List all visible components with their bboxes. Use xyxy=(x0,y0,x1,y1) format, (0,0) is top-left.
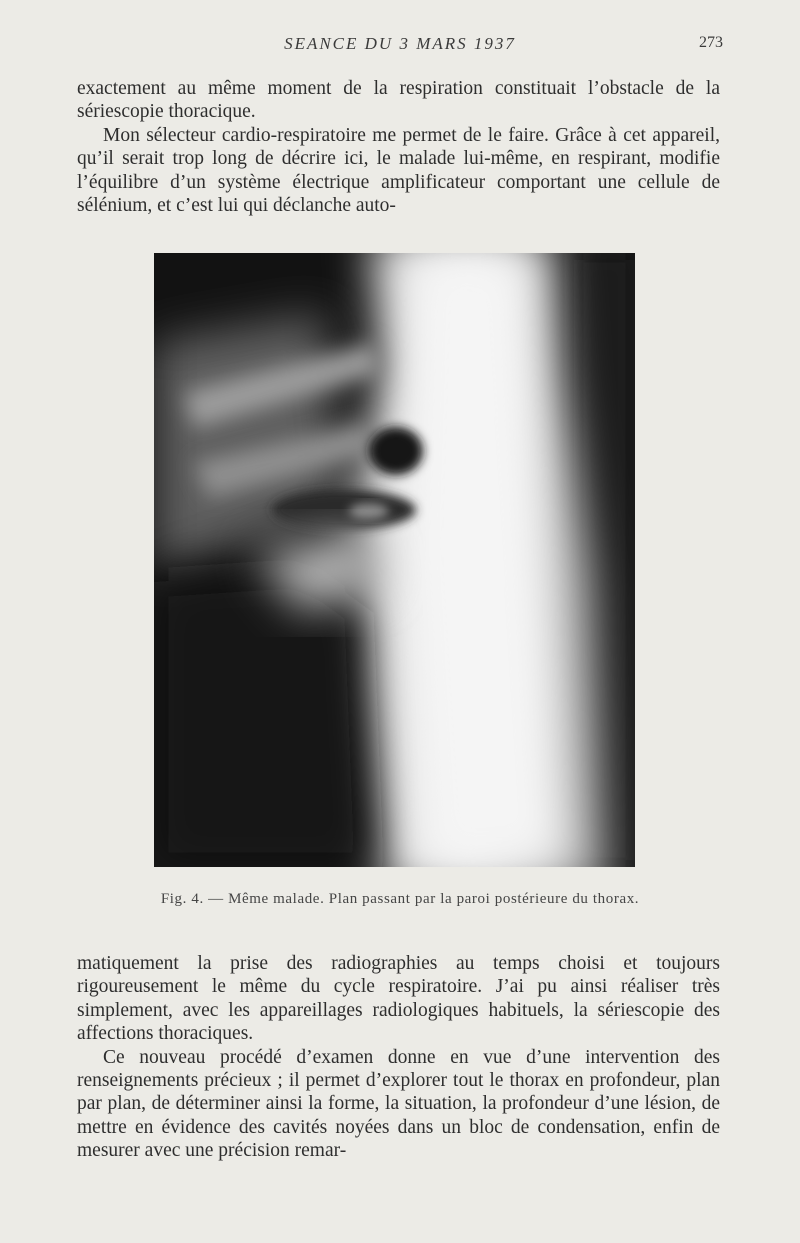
running-header xyxy=(0,34,800,58)
page-number: 273 xyxy=(699,34,723,51)
paragraph: Mon sélecteur cardio-respiratoire me permet de le faire. Grâce à cet appareil, qu’il serait trop long de décrire ici, le malade lui-même, en respirant, modifie l’équilibre d’un système électrique amplificateur comportant une cellule de sélénium, et c’est lui qui déclanche auto- xyxy=(77,124,720,217)
body-text-top xyxy=(77,77,720,217)
chest-radiograph-image xyxy=(154,253,635,867)
paragraph: Ce nouveau procédé d’examen donne en vue d’une intervention des renseignements précieux ; il permet d’explorer tout le thorax en profondeur, plan par plan, de déterminer ainsi la forme, la situation, la profondeur d’une lésion, de mettre en évidence des cavités noyées dans un bloc de condensation, enfin de mesurer avec une précision remar- xyxy=(77,1046,720,1162)
paragraph: exactement au même moment de la respiration constituait l’obstacle de la sériescopie thoracique. xyxy=(77,78,720,123)
body-text-bottom xyxy=(77,952,720,1163)
figure-caption: Fig. 4. — Même malade. Plan passant par la paroi postérieure du thorax. xyxy=(160,891,640,907)
radiograph-figure xyxy=(154,253,635,867)
paragraph: matiquement la prise des radiographies au temps choisi et toujours rigoureusement le même du cycle respiratoire. J’ai pu ainsi réaliser très simplement, avec les appareillages radiologiques habituels, la sériescopie des affections thoraciques. xyxy=(77,953,720,1045)
running-title: SEANCE DU 3 MARS 1937 xyxy=(284,34,516,53)
